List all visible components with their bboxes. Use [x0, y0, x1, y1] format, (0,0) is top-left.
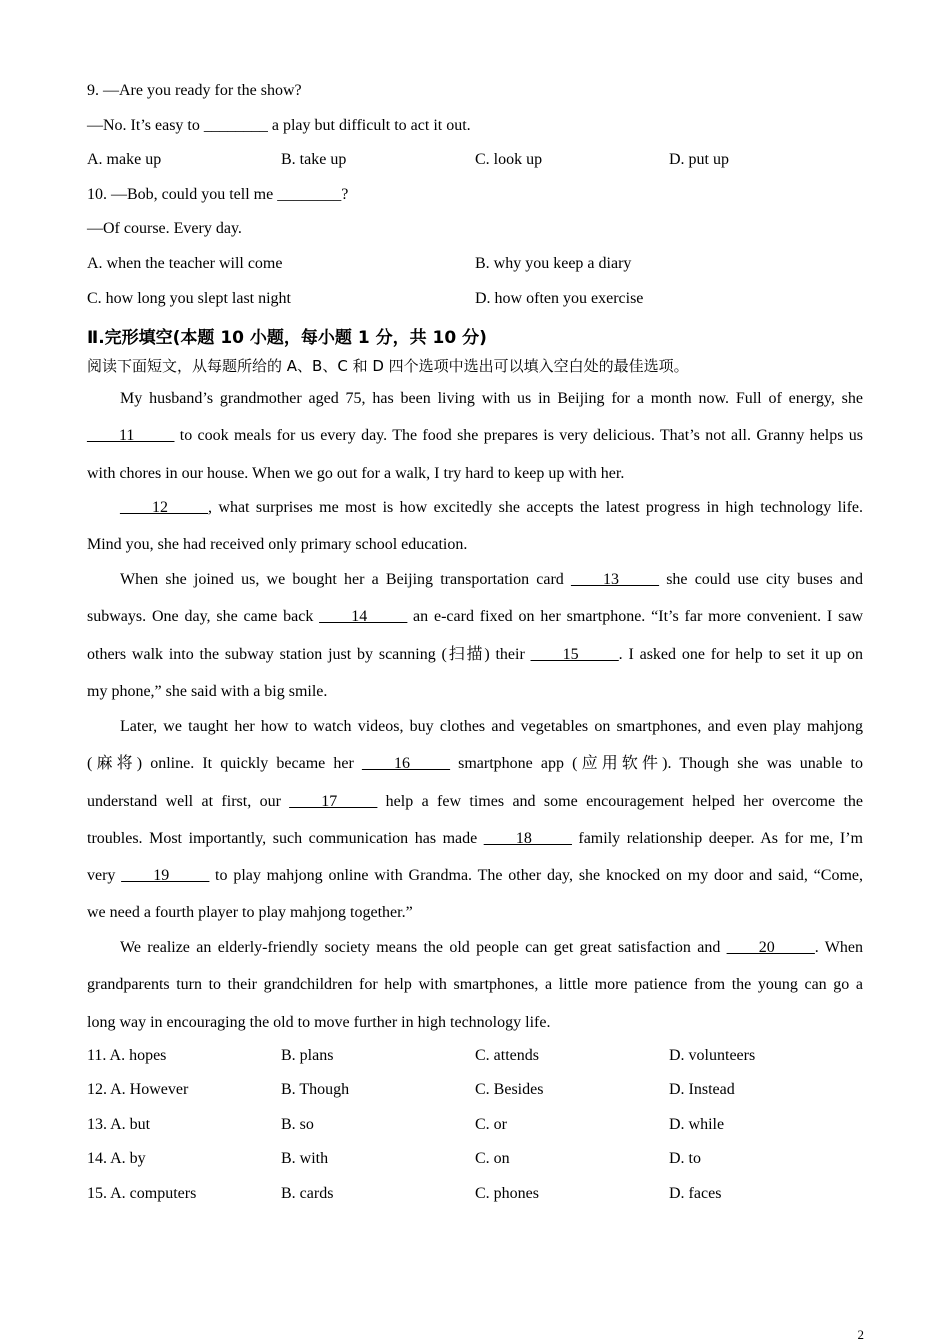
q9-option-d: D. put up	[669, 151, 729, 168]
passage-paragraph-1	[87, 389, 863, 501]
passage-line: Later, we taught her how to watch videos, buy clothes and vegetables on smartphones, and even play mahjong	[120, 718, 863, 735]
q13-option-c: C. or	[475, 1116, 507, 1133]
blank-18: ____18_____	[483, 829, 572, 847]
page-number: 2	[857, 1327, 864, 1342]
q15-option-c: C. phones	[475, 1185, 539, 1202]
passage-line: very ____19_____ to play mahjong online with Grandma. The other day, she knocked on my door and said, “Come,	[87, 867, 863, 885]
blank-12: ____12_____	[120, 499, 208, 516]
q12-option-d: D. Instead	[669, 1081, 735, 1098]
question-10-stem: 10. —Bob, could you tell me ________?	[87, 186, 349, 203]
section-2-heading: Ⅱ.完形填空(本题 10 小题，每小题 1 分，共 10 分)	[87, 328, 487, 348]
q12-option-c: C. Besides	[475, 1081, 544, 1098]
passage-line: long way in encouraging the old to move further in high technology life.	[87, 1013, 551, 1031]
q14-option-c: C. on	[475, 1150, 510, 1167]
blank-15: ____15_____	[530, 645, 619, 663]
passage-line: grandparents turn to their grandchildren for help with smartphones, a little more patience from the young can go a	[87, 976, 863, 994]
question-10-line2: —Of course. Every day.	[87, 220, 242, 237]
passage-paragraph-5	[87, 938, 863, 1050]
passage-paragraph-4	[87, 717, 863, 941]
q9-option-b: B. take up	[281, 151, 347, 168]
passage-line: troubles. Most importantly, such communication has made ____18_____ family relationship deeper. As for me, I’m	[87, 829, 863, 847]
passage-line: ____12_____, what surprises me most is how excitedly she accepts the latest progress in high technology life.	[120, 499, 863, 516]
q11-option-d: D. volunteers	[669, 1047, 756, 1064]
q9-option-c: C. look up	[475, 151, 543, 168]
q15-option-b: B. cards	[281, 1185, 334, 1202]
blank-11: ____11_____	[87, 427, 175, 445]
passage-line: When she joined us, we bought her a Beijing transportation card ____13_____ she could use city buses and	[120, 571, 863, 588]
passage-line: (麻将) online. It quickly became her ____16_____ smartphone app (应用软件). Though she was unable to	[87, 755, 863, 773]
passage-line: understand well at first, our ____17_____ help a few times and some encouragement helped her overcome the	[87, 792, 863, 810]
q13-option-d: D. while	[669, 1116, 725, 1133]
blank-16: ____16_____	[361, 755, 450, 773]
q14-option-d: D. to	[669, 1150, 701, 1167]
q11-option-a: 11. A. hopes	[87, 1047, 167, 1064]
q12-option-a: 12. A. However	[87, 1081, 189, 1098]
passage-line: ____11_____ to cook meals for us every day. The food she prepares is very delicious. That’s not all. Granny helps us	[87, 427, 863, 445]
passage-line: we need a fourth player to play mahjong together.”	[87, 904, 413, 922]
passage-line: We realize an elderly-friendly society means the old people can get great satisfaction and ____20_____. When	[120, 939, 863, 956]
passage-line: My husband’s grandmother aged 75, has been living with us in Beijing for a month now. Full of energy, she	[120, 390, 863, 407]
blank-20: ____20_____	[726, 939, 815, 956]
passage-line: others walk into the subway station just by scanning (扫描) their ____15_____. I asked one for help to set it up on	[87, 645, 863, 663]
q15-option-d: D. faces	[669, 1185, 722, 1202]
passage-paragraph-2	[87, 498, 863, 573]
question-9-stem: 9. —Are you ready for the show?	[87, 82, 302, 99]
q11-option-c: C. attends	[475, 1047, 539, 1064]
q12-option-b: B. Though	[281, 1081, 350, 1098]
q10-option-a: A. when the teacher will come	[87, 255, 283, 272]
passage-paragraph-3	[87, 570, 863, 719]
section-2-instruction: 阅读下面短文，从每题所给的 A、B、C 和 D 四个选项中选出可以填入空白处的最佳选项。	[87, 357, 689, 375]
blank-17: ____17_____	[289, 792, 378, 810]
blank-14: ____14_____	[319, 608, 408, 626]
q10-option-c: C. how long you slept last night	[87, 290, 291, 307]
q10-option-b: B. why you keep a diary	[475, 255, 632, 272]
q13-option-a: 13. A. but	[87, 1116, 151, 1133]
q14-option-a: 14. A. by	[87, 1150, 146, 1167]
q9-option-a: A. make up	[87, 151, 162, 168]
question-9-line2: —No. It’s easy to ________ a play but difficult to act it out.	[87, 117, 471, 134]
passage-line: with chores in our house. When we go out for a walk, I try hard to keep up with her.	[87, 464, 625, 482]
q15-option-a: 15. A. computers	[87, 1185, 197, 1202]
q11-option-b: B. plans	[281, 1047, 334, 1064]
passage-line: my phone,” she said with a big smile.	[87, 682, 328, 700]
blank-13: ____13_____	[571, 571, 659, 588]
q13-option-b: B. so	[281, 1116, 314, 1133]
blank-19: ____19_____	[121, 867, 210, 885]
q10-option-d: D. how often you exercise	[475, 290, 644, 307]
passage-line: Mind you, she had received only primary school education.	[87, 536, 468, 554]
q14-option-b: B. with	[281, 1150, 329, 1167]
passage-line: subways. One day, she came back ____14_____ an e-card fixed on her smartphone. “It’s far more convenient. I saw	[87, 608, 863, 626]
